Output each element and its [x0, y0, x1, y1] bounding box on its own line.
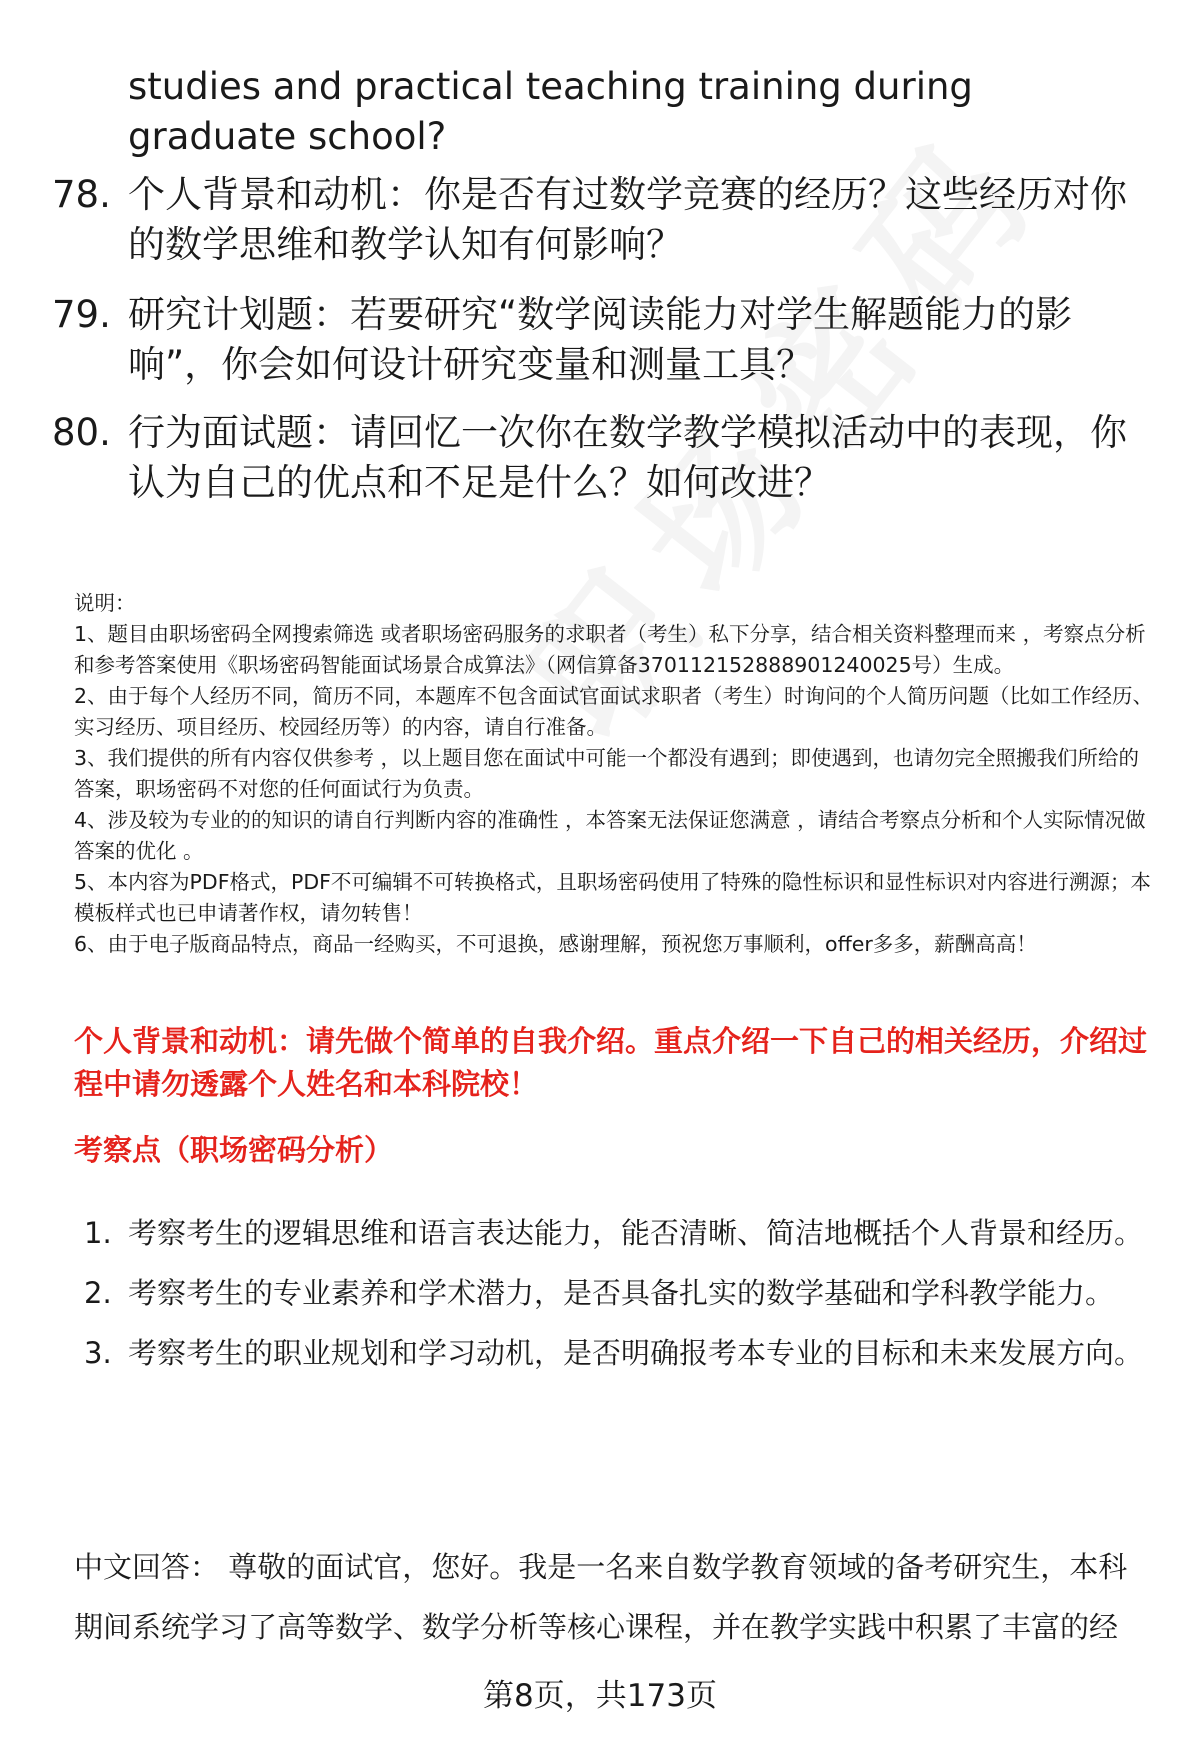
question-text: 研究计划题：若要研究“数学阅读能力对学生解题能力的影响”，你会如何设计研究变量和测量工具？ [128, 293, 1073, 386]
question-continuation: studies and practical teaching training during graduate school? [128, 65, 973, 158]
note-item: 5、本内容为PDF格式，PDF不可编辑不可转换格式，且职场密码使用了特殊的隐性标识和显性标识对内容进行溯源；本模板样式也已申请著作权，请勿转售！ [74, 870, 1151, 925]
question-number: 78. [52, 173, 111, 216]
note-item: 3、我们提供的所有内容仅供参考 ，以上题目您在面试中可能一个都没有遇到；即使遇到，也请勿完全照搬我们所给的答案，职场密码不对您的任何面试行为负责。 [74, 746, 1140, 801]
point-number: 3. [84, 1336, 112, 1370]
point-text: 考察考生的专业素养和学术潜力，是否具备扎实的数学基础和学科教学能力。 [128, 1276, 1115, 1310]
notes-section [74, 588, 1154, 960]
note-item: 6、由于电子版商品特点，商品一经购买，不可退换，感谢理解，预祝您万事顺利，offer多多，薪酬高高！ [74, 932, 1037, 956]
question-text: 个人背景和动机：你是否有过数学竞赛的经历？这些经历对你的数学思维和教学认知有何影响？ [128, 173, 1127, 266]
question-number: 79. [52, 293, 111, 336]
analysis-point [84, 1263, 1144, 1323]
analysis-heading: 考察点（职场密码分析） [74, 1133, 394, 1167]
analysis-points [84, 1203, 1144, 1383]
notes-heading: 说明： [74, 591, 136, 615]
point-text: 考察考生的逻辑思维和语言表达能力，能否清晰、简洁地概括个人背景和经历。 [128, 1216, 1144, 1250]
question-text: 行为面试题：请回忆一次你在数学教学模拟活动中的表现，你认为自己的优点和不足是什么？如何改进？ [128, 411, 1127, 504]
answer-text: 中文回答： 尊敬的面试官，您好。我是一名来自数学教育领域的备考研究生，本科期间系统学习了高等数学、数学分析等核心课程，并在教学实践中积累了丰富的经 [74, 1550, 1128, 1644]
note-item: 2、由于每个人经历不同，简历不同，本题库不包含面试官面试求职者（考生）时询问的个人简历问题（比如工作经历、实习经历、项目经历、校园经历等）的内容，请自行准备。 [74, 684, 1154, 739]
analysis-point [84, 1203, 1144, 1263]
point-number: 2. [84, 1276, 112, 1310]
analysis-point [84, 1323, 1144, 1383]
featured-question: 个人背景和动机：请先做个简单的自我介绍。重点介绍一下自己的相关经历，介绍过程中请勿透露个人姓名和本科院校！ [74, 1024, 1148, 1101]
note-item: 1、题目由职场密码全网搜索筛选 或者职场密码服务的求职者（考生）私下分享，结合相关资料整理而来 ，考察点分析和参考答案使用《职场密码智能面试场景合成算法》（网信算备370112152888901240025号）生成。 [74, 622, 1146, 677]
question-item [52, 408, 1142, 508]
question-number: 80. [52, 411, 111, 454]
note-item: 4、涉及较为专业的的知识的请自行判断内容的准确性 ，本答案无法保证您满意 ，请结合考察点分析和个人实际情况做答案的优化 。 [74, 808, 1146, 863]
page-footer: 第8页，共173页 [483, 1678, 717, 1714]
question-item [52, 290, 1142, 390]
point-number: 1. [84, 1216, 112, 1250]
question-item [52, 170, 1142, 270]
point-text: 考察考生的职业规划和学习动机，是否明确报考本专业的目标和未来发展方向。 [128, 1336, 1144, 1370]
